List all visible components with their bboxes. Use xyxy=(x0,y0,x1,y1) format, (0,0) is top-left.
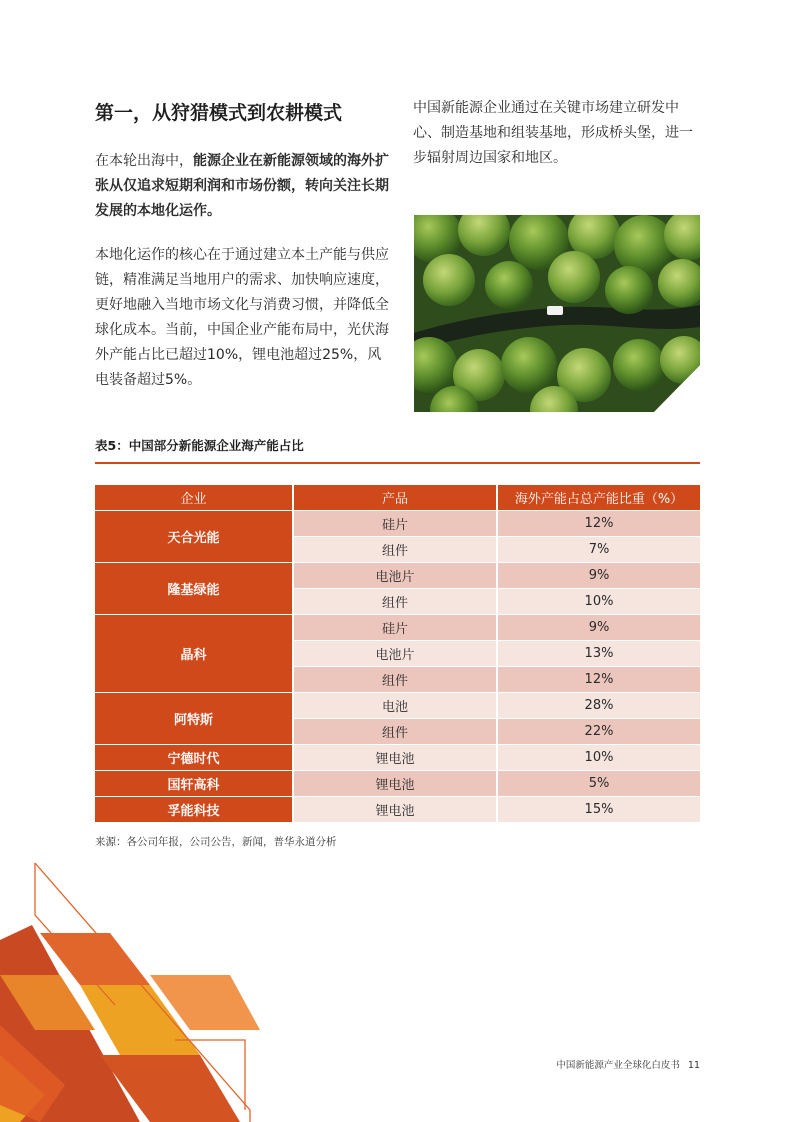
table-row xyxy=(95,615,700,641)
table-title: 表5：中国部分新能源企业海产能占比 xyxy=(95,438,304,453)
product-cell: 组件 xyxy=(293,719,497,745)
product-cell: 组件 xyxy=(293,667,497,693)
company-cell: 隆基绿能 xyxy=(95,563,293,615)
product-cell: 硅片 xyxy=(293,511,497,537)
product-cell: 电池 xyxy=(293,693,497,719)
share-cell: 13% xyxy=(497,641,700,667)
lead-plain-text: 在本轮出海中， xyxy=(95,153,193,169)
footer-doc-title: 中国新能源产业全球化白皮书 xyxy=(556,1060,680,1071)
car-icon xyxy=(547,306,563,315)
right-column-paragraph: 中国新能源企业通过在关键市场建立研发中心、制造基地和组装基地，形成桥头堡，进一步辐射周边国家和地区。 xyxy=(413,100,693,166)
localization-paragraph: 本地化运作的核心在于通过建立本土产能与供应链，精准满足当地用户的需求、加快响应速度，更好地融入当地市场文化与消费习惯，并降低全球化成本。当前，中国企业产能布局中，光伏海外产能占比已超过10%，锂电池超过25%，风电装备超过5%。 xyxy=(95,247,389,388)
header-product: 产品 xyxy=(293,485,497,511)
header-overseas-share: 海外产能占总产能比重（%） xyxy=(497,485,700,511)
section-heading: 第一，从狩猎模式到农耕模式 xyxy=(95,102,343,124)
share-cell: 9% xyxy=(497,615,700,641)
share-cell: 22% xyxy=(497,719,700,745)
share-cell: 12% xyxy=(497,511,700,537)
lead-bold-text: 能源企业在新能源领域的海外扩张从仅追求短期利润和市场份额，转向关注长期发展的本地化运作。 xyxy=(95,153,389,219)
forest-aerial-photo xyxy=(414,215,700,412)
share-cell: 28% xyxy=(497,693,700,719)
table-source-note: 来源：各公司年报，公司公告，新闻，普华永道分析 xyxy=(95,836,337,848)
company-cell: 阿特斯 xyxy=(95,693,293,745)
table-row xyxy=(95,745,700,771)
table-header-row xyxy=(95,485,700,511)
company-cell: 宁德时代 xyxy=(95,745,293,771)
title-divider xyxy=(95,462,700,464)
product-cell: 硅片 xyxy=(293,615,497,641)
company-cell: 孚能科技 xyxy=(95,797,293,823)
page-footer xyxy=(556,1057,700,1071)
product-cell: 组件 xyxy=(293,589,497,615)
table-row xyxy=(95,797,700,823)
capacity-table xyxy=(95,485,700,823)
company-cell: 国轩高科 xyxy=(95,771,293,797)
share-cell: 9% xyxy=(497,563,700,589)
table-row xyxy=(95,771,700,797)
product-cell: 电池片 xyxy=(293,641,497,667)
share-cell: 15% xyxy=(497,797,700,823)
decorative-geometric-shapes xyxy=(0,855,260,1122)
table-row xyxy=(95,511,700,537)
product-cell: 电池片 xyxy=(293,563,497,589)
share-cell: 7% xyxy=(497,537,700,563)
share-cell: 10% xyxy=(497,589,700,615)
share-cell: 5% xyxy=(497,771,700,797)
table-row xyxy=(95,693,700,719)
header-company: 企业 xyxy=(95,485,293,511)
page-number: 11 xyxy=(687,1060,700,1071)
table-row xyxy=(95,563,700,589)
company-cell: 晶科 xyxy=(95,615,293,693)
share-cell: 12% xyxy=(497,667,700,693)
product-cell: 组件 xyxy=(293,537,497,563)
product-cell: 锂电池 xyxy=(293,797,497,823)
share-cell: 10% xyxy=(497,745,700,771)
product-cell: 锂电池 xyxy=(293,771,497,797)
lead-paragraph xyxy=(95,149,389,224)
product-cell: 锂电池 xyxy=(293,745,497,771)
company-cell: 天合光能 xyxy=(95,511,293,563)
